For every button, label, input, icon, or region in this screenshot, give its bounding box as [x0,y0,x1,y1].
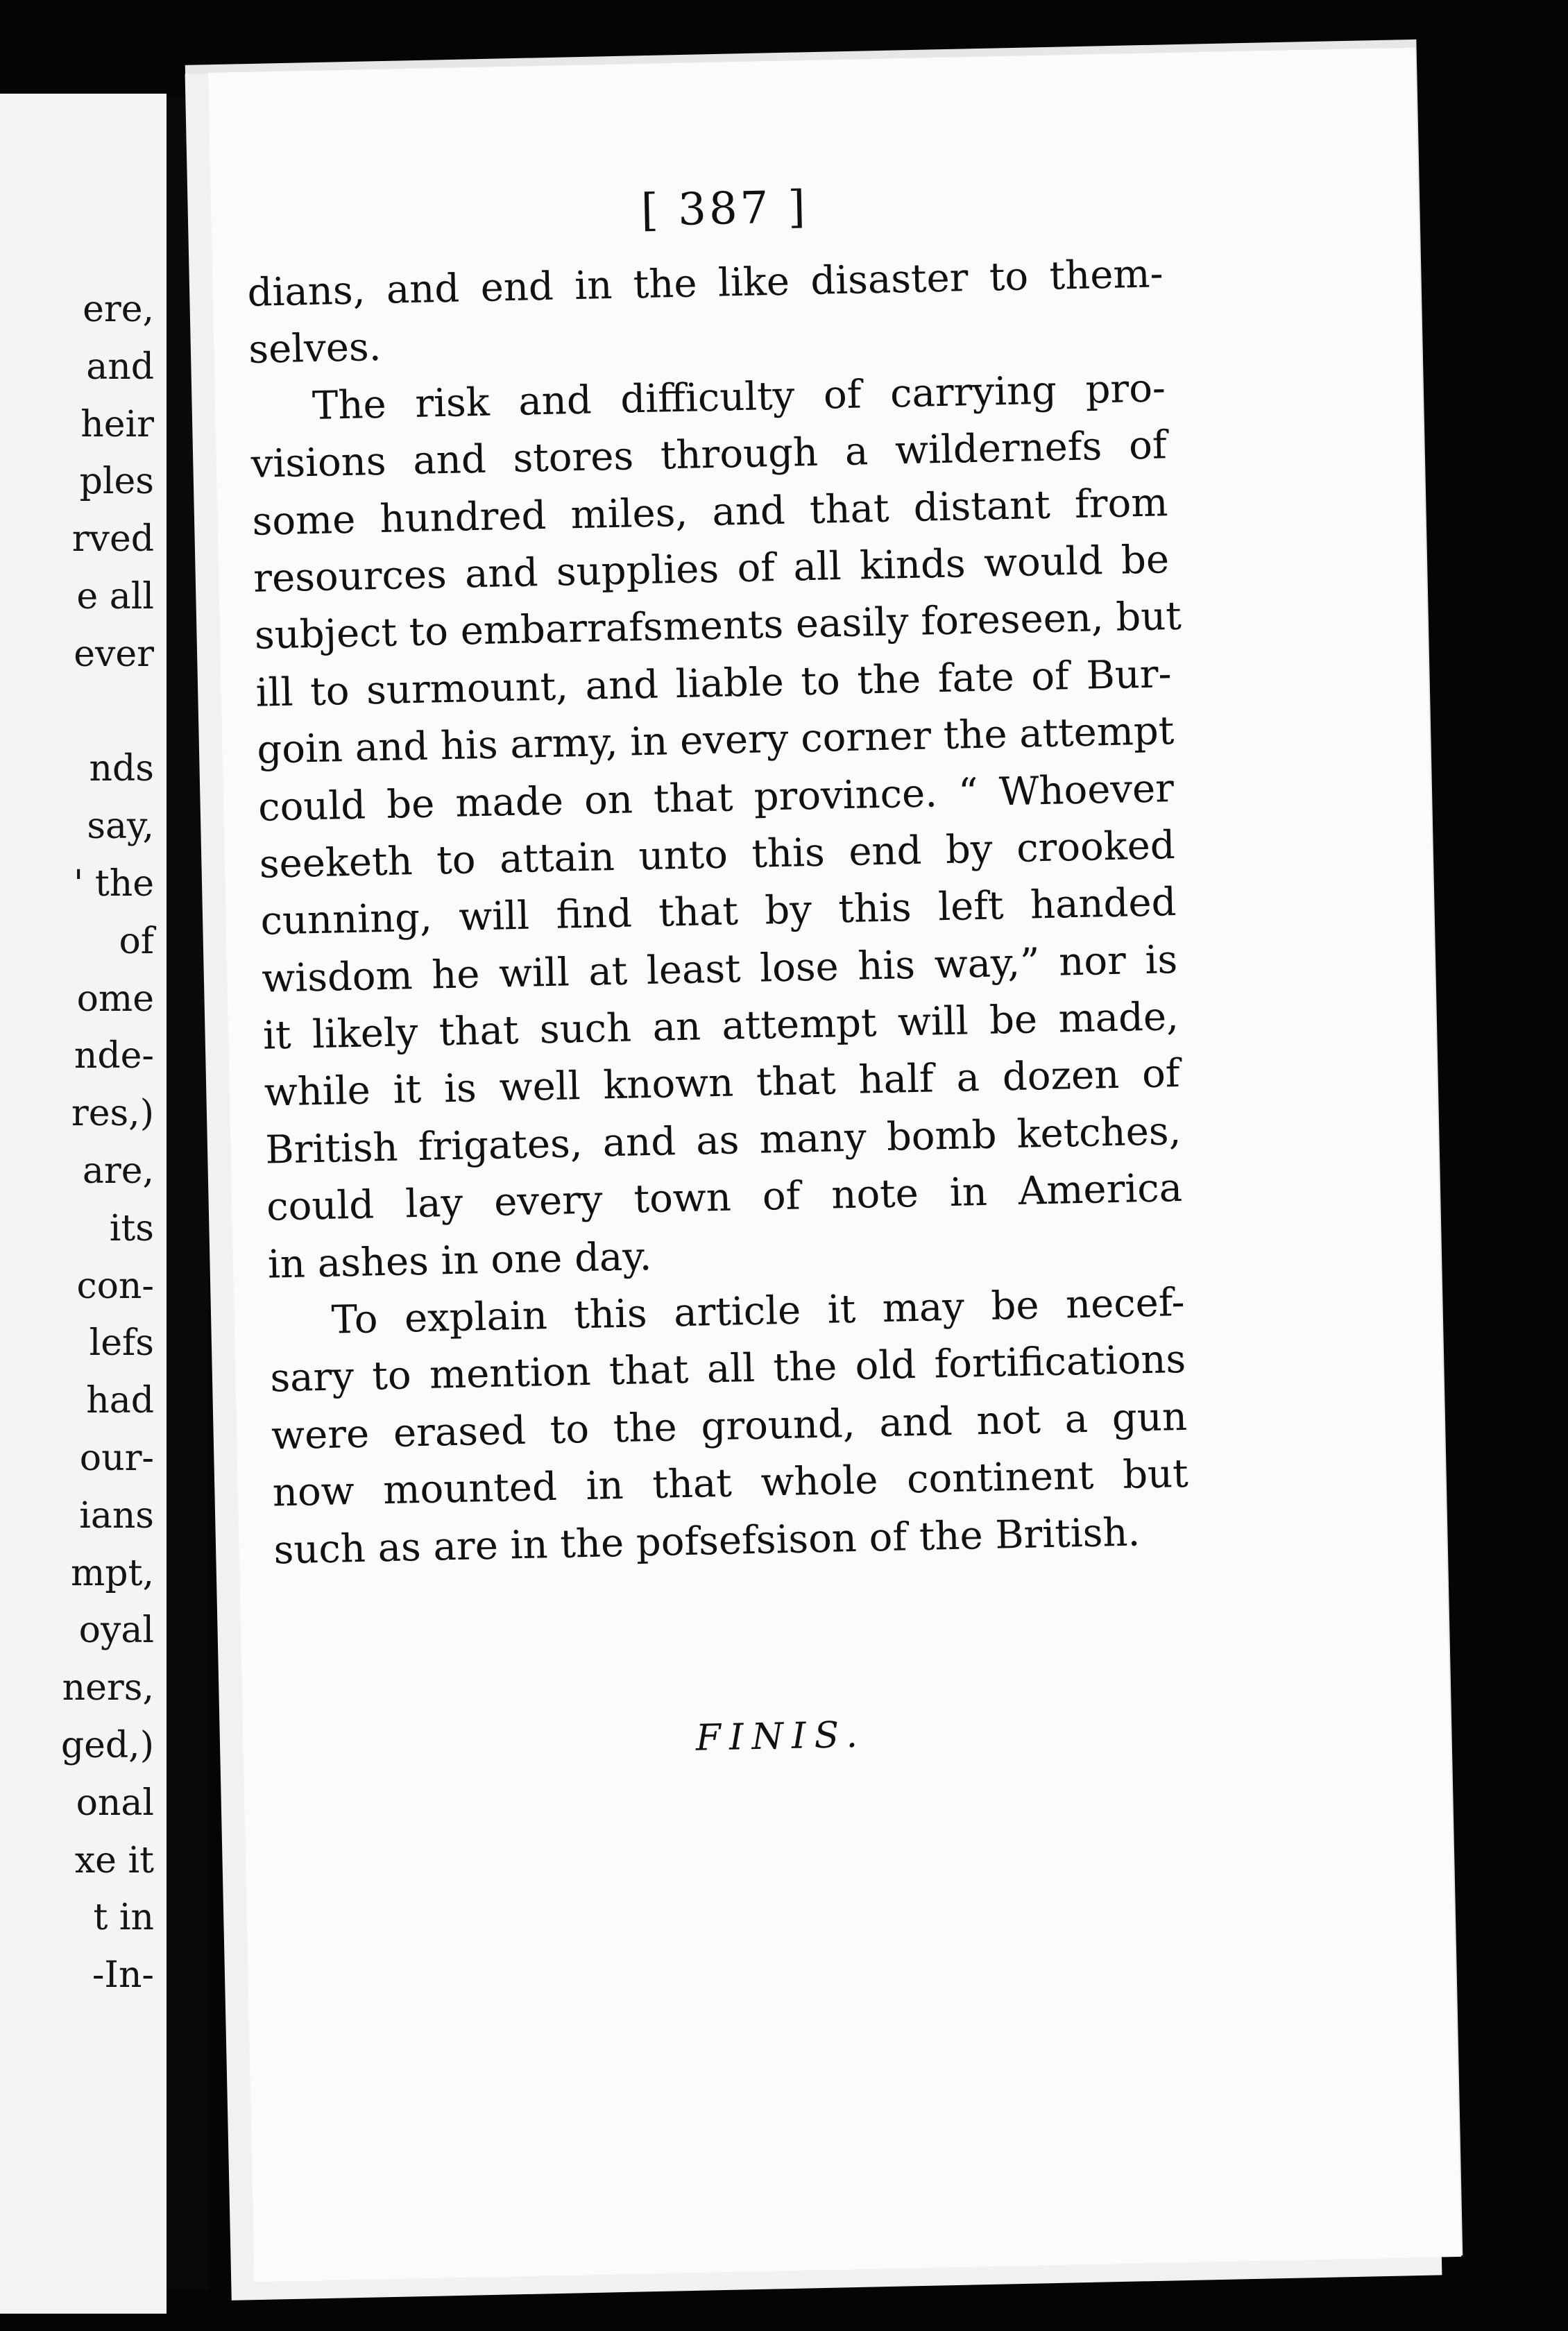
previous-page-line: its [109,1207,154,1249]
text-line: subject to embarrafsments easily foreseen, but [254,594,1182,659]
text-line: it likely that such an attempt will be made, [262,994,1179,1059]
text-line: To explain this article it may be necef- [331,1279,1186,1343]
text-line: such as are in the pofsefsison of the British. [273,1509,1141,1573]
previous-page-line: ever [74,633,154,675]
previous-page-line: rved [71,518,154,561]
previous-page-line: ' the [74,862,154,905]
previous-page [0,94,167,2314]
previous-page-line: t in [93,1897,154,1939]
text-line: were erased to the ground, and not a gun [271,1394,1188,1459]
previous-page-line: res,) [71,1093,154,1135]
page-body [247,246,1190,1579]
previous-page-line: say, [87,805,154,848]
book-page [208,48,1461,2282]
previous-page-line [0,683,154,741]
previous-page-line: onal [76,1782,154,1824]
text-line: in ashes in one day. [267,1233,652,1288]
text-line: now mounted in that whole continent but [272,1451,1189,1516]
previous-page-line: ners, [62,1667,154,1709]
text-line: wisdom he will at least lose his way,” nor is [261,937,1178,1002]
text-line: goin and his army, in every corner the attempt [256,708,1175,773]
previous-page-text [0,281,154,2004]
previous-page-line: heir [80,403,154,445]
text-line: selves. [248,325,382,373]
text-line: The risk and difficulty of carrying pro- [312,365,1166,429]
previous-page-line: ples [79,461,154,503]
previous-page-line: of [119,920,154,962]
text-line: some hundred miles, and that distant from [251,479,1168,545]
previous-page-line: oyal [78,1610,154,1652]
page-number: [ 387 ] [640,181,809,237]
previous-page-line: mpt, [70,1552,154,1594]
previous-page-line: e all [76,575,154,617]
text-line: resources and supplies of all kinds would be [253,537,1170,601]
text-line: cunning, will find that by this left handed [259,880,1177,944]
text-line: could lay every town of note in America [266,1166,1183,1230]
previous-page-line: con- [76,1265,154,1307]
text-line: British frigates, and as many bomb ketches, [264,1108,1182,1173]
previous-page-line: ome [76,977,154,1020]
text-line: ill to surmount, and liable to the fate of Bur- [255,651,1173,716]
previous-page-line: nde- [74,1035,154,1077]
text-line: could be made on that province. “ Whoever [257,765,1175,830]
previous-page-line: ere, [83,289,154,330]
text-line: sary to mention that all the old fortifications [269,1337,1186,1401]
finis-heading: FINIS. [695,1714,867,1759]
previous-page-line: -In- [92,1954,154,1997]
text-line: visions and stores through a wildernefs of [250,422,1168,487]
previous-page-line: and [86,345,154,388]
previous-page-line: are, [82,1150,154,1192]
text-line: dians, and end in the like disaster to them- [246,251,1164,316]
previous-page-line: ians [79,1494,154,1537]
previous-page-line: had [86,1380,154,1422]
previous-page-line: xe it [74,1839,154,1881]
previous-page-line: ged,) [60,1724,154,1766]
previous-page-line: our- [79,1437,154,1479]
previous-page-line: lefs [89,1322,154,1365]
text-line: while it is well known that half a dozen of [264,1051,1181,1116]
text-line: seeketh to attain unto this end by crooked [259,822,1176,887]
previous-page-line: nds [89,748,154,790]
